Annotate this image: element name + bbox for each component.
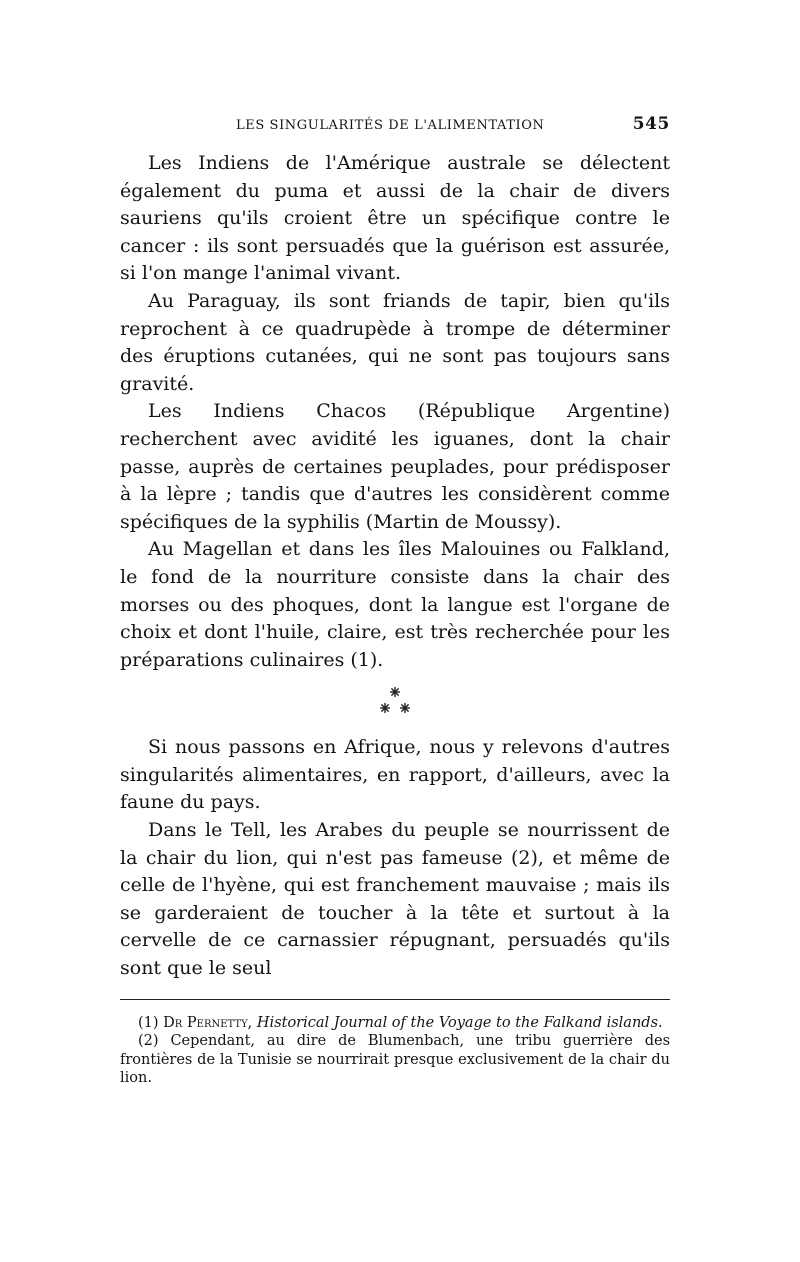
footnote-text: Cependant, au dire de Blumenbach, une tribu guerrière des frontières de la Tunisie se nourrirait presque exclusivement de la chair du lion. (120, 1033, 671, 1087)
paragraph: Au Magellan et dans les îles Malouines ou Falkland, le fond de la nourriture consiste dans la chair des morses ou des phoques, dont la langue est l'organe de choix et dont l'huile, claire, est très recherchée pour les préparations culinaires (1). (120, 538, 670, 671)
asterism-icon (375, 684, 415, 720)
paragraph: Au Paraguay, ils sont friands de tapir, bien qu'ils reprochent à ce quadrupède à trompe de déterminer des éruptions cutanées, qui ne sont pas toujours sans gravité. (120, 289, 670, 395)
footnote (120, 1032, 670, 1088)
paragraph: Si nous passons en Afrique, nous y relevons d'autres singularités alimentaires, en rapport, d'ailleurs, avec la faune du pays. (120, 736, 670, 814)
running-header (120, 110, 670, 140)
body-text (120, 150, 670, 983)
footnote-rule (120, 999, 670, 1000)
page-number: 545 (632, 114, 670, 134)
footnote-marker: (2) (138, 1033, 159, 1050)
paragraph: Les Indiens Chacos (République Argentine) recherchent avec avidité les iguanes, dont la chair passe, auprès de certaines peuplades, pour prédisposer à la lèpre ; tandis que d'autres les considèrent comme spécifiques de la syphilis (Martin de Moussy). (120, 400, 670, 533)
footnotes (120, 1014, 670, 1088)
running-title: LES SINGULARITÉS DE L'ALIMENTATION (236, 118, 545, 133)
footnote-author: Dr Pernetty, (163, 1014, 253, 1031)
footnote-marker: (1) (138, 1014, 159, 1031)
footnote (120, 1014, 670, 1033)
paragraph: Les Indiens de l'Amérique australe se délectent également du puma et aussi de la chair de divers sauriens qu'ils croient être un spécifique contre le cancer : ils sont persuadés que la guérison est assurée, si l'on mange l'animal vivant. (120, 152, 670, 285)
asterism-divider (120, 678, 670, 728)
paragraph: Dans le Tell, les Arabes du peuple se nourrissent de la chair du lion, qui n'est pas fameuse (2), et même de celle de l'hyène, qui est franchement mauvaise ; mais ils se garderaient de toucher à la tête et surtout à la cervelle de ce carnassier répugnant, persuadés qu'ils sont que le seul (120, 819, 670, 980)
book-page (120, 110, 670, 1088)
footnote-title: Historical Journal of the Voyage to the Falkand islands. (256, 1014, 663, 1031)
